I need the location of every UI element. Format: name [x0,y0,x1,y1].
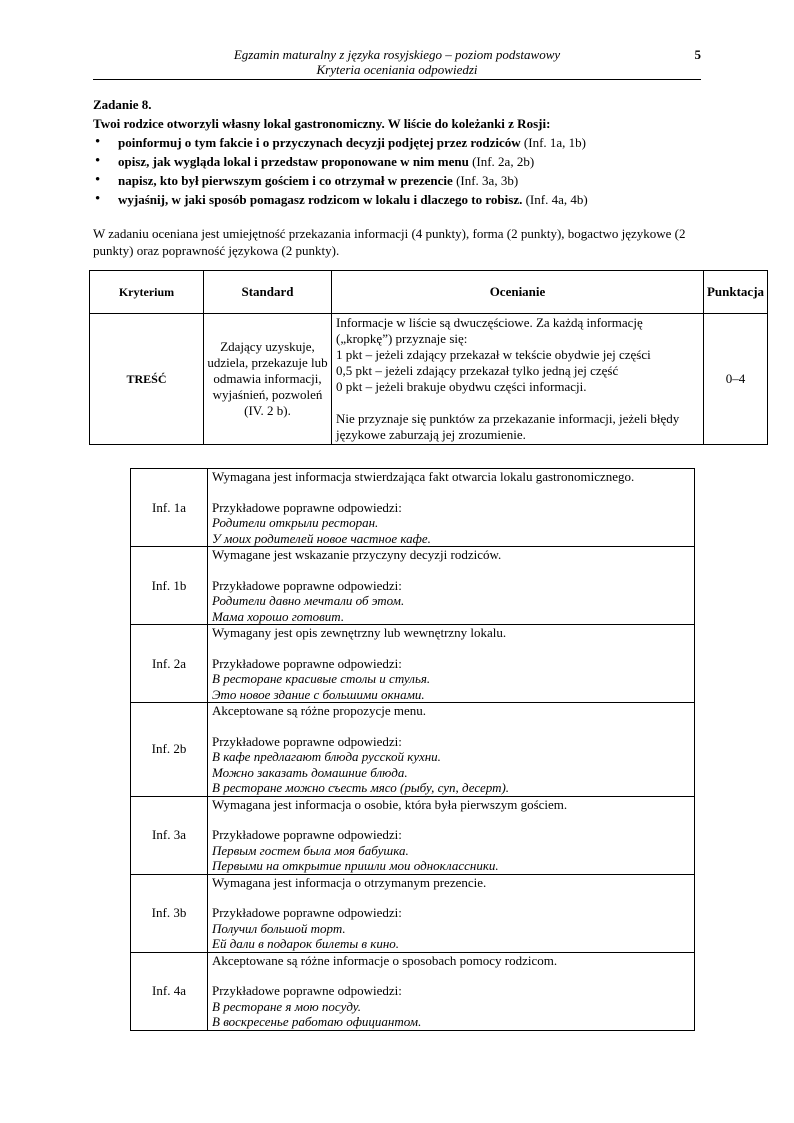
examples-intro: Przykładowe poprawne odpowiedzi: [212,577,402,593]
assessment-line: 1 pkt – jeżeli zdający przekazał w tekście obydwie jej części [336,347,651,362]
criteria-header-standard: Standard [204,271,332,314]
info-row [131,703,695,797]
task-intro: Twoi rodzice otworzyli własny lokal gastronomiczny. W liście do koleżanki z Rosji: [93,116,551,131]
task-bullet [93,152,713,171]
header-subtitle: Kryteria oceniania odpowiedzi [316,62,478,77]
task-bullet-ref: (Inf. 2a, 2b) [468,154,535,169]
task-section [93,95,713,209]
header-exam-title: Egzamin maturalny z języka rosyjskiego – poziom podstawowy [233,47,561,62]
criteria-assessment [332,314,704,445]
info-content [208,952,695,1030]
examples-intro: Przykładowe poprawne odpowiedzi: [212,983,402,998]
info-requirement: Wymagana jest informacja stwierdzająca fakt otwarcia lokalu gastronomicznego. [212,469,635,484]
example-answer: Мама хорошо готовит. [212,608,345,624]
task-label: Zadanie 8. [93,97,152,112]
example-answer: В кафе предлагают блюда русской кухни. [212,749,441,764]
example-answer: Первыми на открытие пришли мои одноклассники. [212,858,499,873]
info-content [208,703,695,797]
examples-intro: Przykładowe poprawne odpowiedzi: [212,499,402,515]
info-row [131,874,695,952]
info-row [131,625,695,703]
info-label: Inf. 2a [131,625,208,703]
examples-intro: Przykładowe poprawne odpowiedzi: [212,827,402,842]
info-requirement: Wymagana jest informacja o otrzymanym prezencie. [212,874,487,890]
example-answer: Получил большой торт. [212,920,346,936]
task-bullet [93,133,713,152]
examples-intro: Przykładowe poprawne odpowiedzi: [212,733,402,749]
info-label: Inf. 2b [131,703,208,797]
example-answer: Можно заказать домашние блюда. [212,764,408,780]
criteria-header-row [90,271,768,314]
info-label: Inf. 4a [131,952,208,1030]
example-answer: В ресторане можно съесть мясо (рыбу, суп, десерт). [212,780,510,795]
task-bullet-ref: (Inf. 4a, 4b) [522,192,588,207]
example-answer: Это новое здание с большими окнами. [212,686,425,702]
info-label: Inf. 1b [131,547,208,625]
task-bullet-ref: (Inf. 1a, 1b) [520,135,587,150]
info-row [131,952,695,1030]
task-bullet-list [93,133,713,209]
assessment-description: W zadaniu oceniana jest umiejętność przekazania informacji (4 punkty), forma (2 punkty), bogactwo językowe (2 punkty) oraz poprawność językowa (2 punkty). [93,226,686,258]
task-bullet [93,171,713,190]
page-header [93,47,701,80]
example-answer: У моих родителей новое частное кафе. [212,530,431,546]
task-bullet-text: opisz, jak wygląda lokal i przedstaw proponowane w nim menu [118,154,469,169]
example-answer: Родители открыли ресторан. [212,515,379,530]
criteria-header-points: Punktacja [704,271,768,314]
example-answer: Первым гостем была моя бабушка. [212,842,409,858]
criteria-table [89,270,768,445]
info-content [208,796,695,874]
task-bullet [93,190,713,209]
assessment-line: Informacje w liście są dwuczęściowe. Za każdą informację („kropkę”) przyznaje się: [336,315,643,346]
info-row [131,547,695,625]
task-bullet-text: napisz, kto był pierwszym gościem i co otrzymał w prezencie [118,173,453,188]
info-table [130,468,695,1031]
info-requirement: Wymagane jest wskazanie przyczyny decyzji rodziców. [212,547,502,562]
assessment-line: 0 pkt – jeżeli brakuje obydwu części informacji. [336,379,587,394]
example-answer: Родители давно мечтали об этом. [212,593,405,608]
info-content [208,469,695,547]
info-label: Inf. 3b [131,874,208,952]
criteria-standard: Zdający uzyskuje, udziela, przekazuje lub odmawia informacji, wyjaśnień, pozwoleń (IV. 2 b). [204,314,332,445]
info-label: Inf. 1a [131,469,208,547]
example-answer: В ресторане я мою посуду. [212,998,361,1014]
info-row [131,469,695,547]
info-requirement: Akceptowane są różne propozycje menu. [212,703,427,718]
criteria-header-criterion: Kryterium [90,271,204,314]
info-content [208,874,695,952]
info-requirement: Wymagana jest informacja o osobie, która była pierwszym gościem. [212,796,568,812]
page-number: 5 [694,47,701,62]
example-answer: Ей дали в подарок билеты в кино. [212,936,400,951]
criteria-criterion: TREŚĆ [90,314,204,445]
assessment-line: 0,5 pkt – jeżeli zdający przekazał tylko jedną jej część [336,363,619,378]
examples-intro: Przykładowe poprawne odpowiedzi: [212,655,402,671]
examples-intro: Przykładowe poprawne odpowiedzi: [212,905,402,920]
info-content [208,625,695,703]
info-requirement: Akceptowane są różne informacje o sposobach pomocy rodzicom. [212,952,558,968]
criteria-header-assessment: Ocenianie [332,271,704,314]
info-content [208,547,695,625]
criteria-row [90,314,768,445]
criteria-points: 0–4 [704,314,768,445]
info-label: Inf. 3a [131,796,208,874]
assessment-note: Nie przyznaje się punktów za przekazanie informacji, jeżeli błędy językowe zaburzają jej zrozumienie. [336,411,680,442]
task-bullet-ref: (Inf. 3a, 3b) [452,173,519,188]
info-requirement: Wymagany jest opis zewnętrzny lub wewnętrzny lokalu. [212,625,507,640]
task-bullet-text: wyjaśnij, w jaki sposób pomagasz rodzicom w lokalu i dlaczego to robisz. [118,192,523,207]
info-row [131,796,695,874]
example-answer: В воскресенье работаю официантом. [212,1014,422,1029]
example-answer: В ресторане красивые столы и стулья. [212,671,431,686]
task-bullet-text: poinformuj o tym fakcie i o przyczynach decyzji podjętej przez rodziców [118,135,521,150]
